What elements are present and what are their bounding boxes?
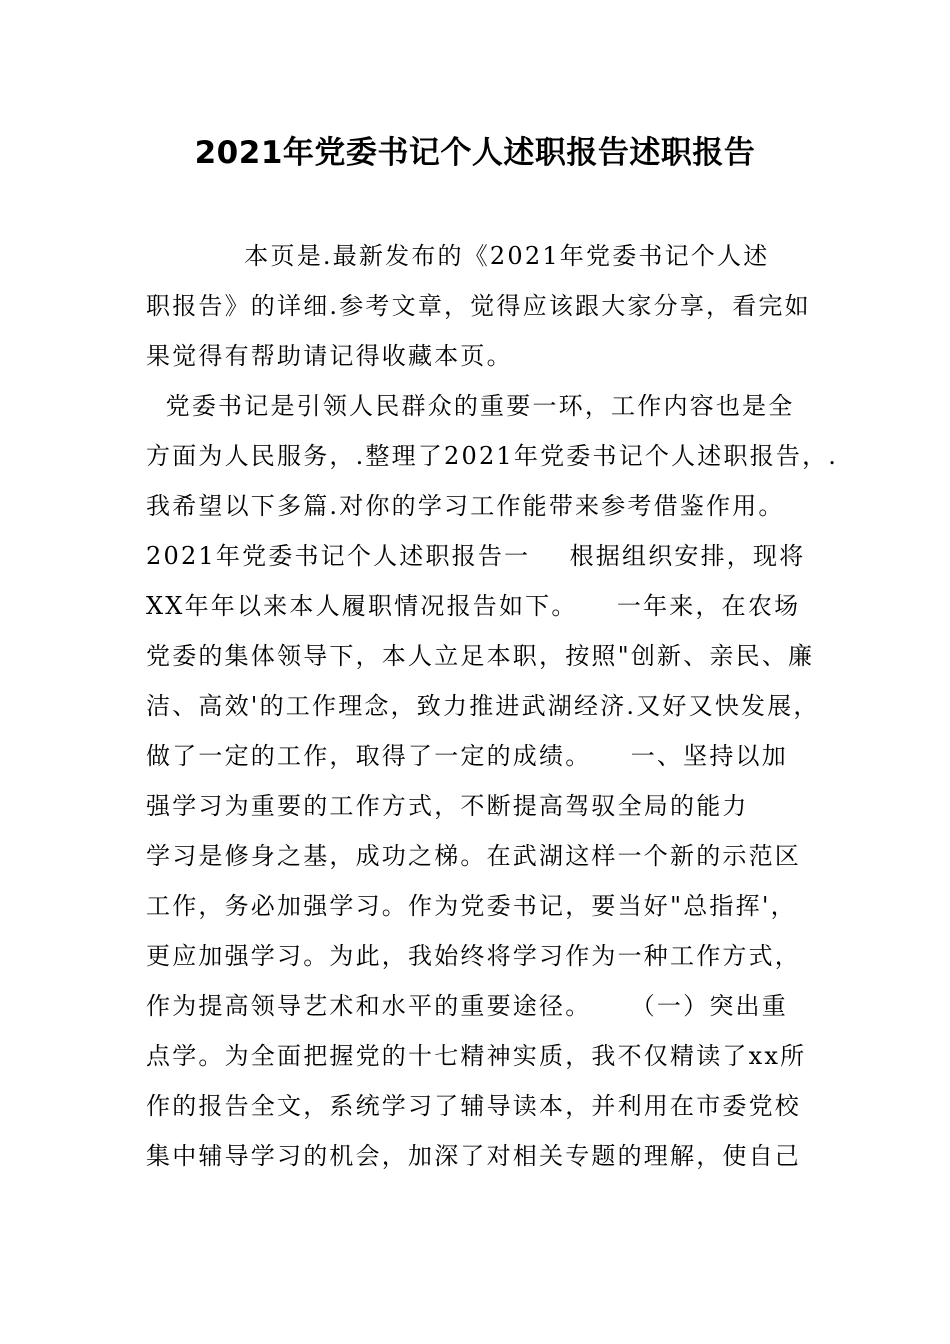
- body-line-9: 党委的集体领导下，本人立足本职，按照"创新、亲民、廉: [146, 642, 815, 670]
- body-line-16: 作为提高领导艺术和水平的重要途径。 （一）突出重: [146, 992, 788, 1020]
- body-line-8: XX年年以来本人履职情况报告如下。 一年来，在农场: [146, 592, 801, 620]
- document-title: 2021年党委书记个人述职报告述职报告: [194, 135, 756, 171]
- body-line-19: 集中辅导学习的机会，加深了对相关专题的理解，使自己: [146, 1142, 801, 1170]
- body-line-7: 2021年党委书记个人述职报告一 根据组织安排，现将: [146, 542, 806, 570]
- body-line-18: 作的报告全文，系统学习了辅导读本，并利用在市委党校: [146, 1092, 801, 1120]
- body-line-11: 做了一定的工作，取得了一定的成绩。 一、坚持以加: [146, 742, 788, 770]
- body-line-5: 方面为人民服务，.整理了2021年党委书记个人述职报告，.: [146, 442, 839, 470]
- body-line-2: 职报告》的详细.参考文章，觉得应该跟大家分享，看完如: [146, 292, 811, 320]
- body-line-14: 工作，务必加强学习。作为党委书记，要当好"总指挥'，: [146, 892, 797, 920]
- body-line-15: 更应加强学习。为此，我始终将学习作为一种工作方式，: [146, 942, 801, 970]
- body-line-3: 果觉得有帮助请记得收藏本页。: [146, 342, 513, 370]
- body-line-10: 洁、高效'的工作理念，致力推进武湖经济.又好又快发展，: [146, 692, 820, 720]
- body-line-1: 本页是.最新发布的《2021年党委书记个人述: [146, 242, 770, 270]
- body-line-4: 党委书记是引领人民群众的重要一环，工作内容也是全: [146, 392, 795, 420]
- body-line-12: 强学习为重要的工作方式，不断提高驾驭全局的能力: [146, 792, 749, 820]
- body-line-17: 点学。为全面把握党的十七精神实质，我不仅精读了xx所: [146, 1042, 807, 1070]
- body-line-13: 学习是修身之基，成功之梯。在武湖这样一个新的示范区: [146, 842, 801, 870]
- body-line-6: 我希望以下多篇.对你的学习工作能带来参考借鉴作用。: [146, 492, 785, 520]
